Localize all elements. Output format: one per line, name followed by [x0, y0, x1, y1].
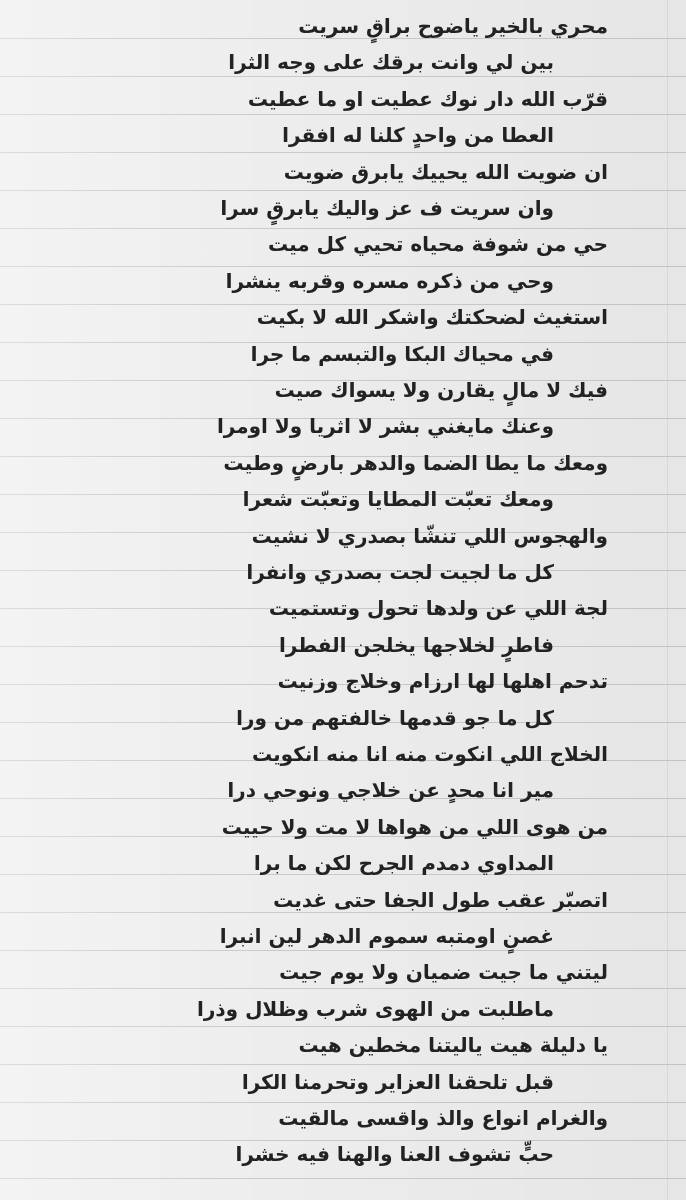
verse-second-hemistich: ومعك تعبّت المطايا وتعبّت شعرا: [242, 487, 554, 511]
verse-first-hemistich: ومعك ما يطا الضما والدهر بارضٍ وطيت: [223, 451, 608, 475]
verse-first-hemistich: والهجوس اللي تنشّا بصدري لا نشيت: [251, 524, 608, 548]
verse-second-hemistich: قبل تلحقنا العزاير وتحرمنا الكرا: [241, 1070, 554, 1094]
verse-second-hemistich: وحي من ذكره مسره وقربه ينشرا: [225, 269, 554, 293]
verse-first-hemistich: حي من شوفة محياه تحيي كل ميت: [267, 232, 608, 256]
verse-second-hemistich: وعنك مايغني بشر لا اثريا ولا اومرا: [216, 414, 554, 438]
verse-first-hemistich: من هوى اللي من هواها لا مت ولا حييت: [221, 815, 608, 839]
verse-second-hemistich: كل ما جو قدمها خالفتهم من ورا: [236, 706, 554, 730]
verse-first-hemistich: قرّب الله دار نوك عطيت او ما عطيت: [247, 87, 608, 111]
verse-first-hemistich: والغرام انواع والذ واقسى مالقيت: [278, 1106, 608, 1130]
verse-second-hemistich: وان سريت ف عز واليك يابرقٍ سرا: [220, 196, 554, 220]
verse-second-hemistich: مير انا محدٍ عن خلاجي ونوحي درا: [227, 778, 554, 802]
verse-second-hemistich: فاطرٍ لخلاجها يخلجن الفطرا: [278, 633, 554, 657]
verse-second-hemistich: كل ما لجيت لجت بصدري وانفرا: [246, 560, 554, 584]
verse-first-hemistich: الخلاج اللي انكوت منه انا منه انكويت: [252, 742, 608, 766]
verse-first-hemistich: تدحم اهلها لها ارزام وخلاج وزنيت: [277, 669, 608, 693]
margin-line: [667, 0, 668, 1200]
verse-second-hemistich: في محياك البكا والتبسم ما جرا: [250, 342, 554, 366]
verse-first-hemistich: ان ضويت الله يحييك يابرق ضويت: [283, 160, 608, 184]
verse-second-hemistich: غصنٍ اومتبه سموم الدهر لين انبرا: [219, 924, 554, 948]
verse-first-hemistich: يا دليلة هيت ياليتنا مخطين هيت: [298, 1033, 608, 1057]
verse-first-hemistich: لجة اللي عن ولدها تحول وتستميت: [268, 596, 608, 620]
verse-first-hemistich: فيك لا مالٍ يقارن ولا يسواك صيت: [274, 378, 608, 402]
verse-first-hemistich: استغيث لضحكتك واشكر الله لا بكيت: [256, 305, 608, 329]
verse-first-hemistich: اتصبّر عقب طول الجفا حتى غديت: [273, 888, 608, 912]
verse-second-hemistich: العطا من واحدٍ كلنا له افقرا: [282, 123, 554, 147]
verse-second-hemistich: حبٍّ تشوف العنا والهنا فيه خشرا: [235, 1142, 554, 1166]
verse-second-hemistich: بين لي وانت برقك على وجه الثرا: [228, 50, 554, 74]
verse-first-hemistich: محري بالخير ياضوح براقٍ سريت: [298, 14, 608, 38]
verse-second-hemistich: المداوي دمدم الجرح لكن ما برا: [253, 851, 554, 875]
verse-first-hemistich: ليتني ما جيت ضميان ولا يوم جيت: [279, 960, 608, 984]
verse-second-hemistich: ماطلبت من الهوى شرب وظلال وذرا: [197, 997, 554, 1021]
